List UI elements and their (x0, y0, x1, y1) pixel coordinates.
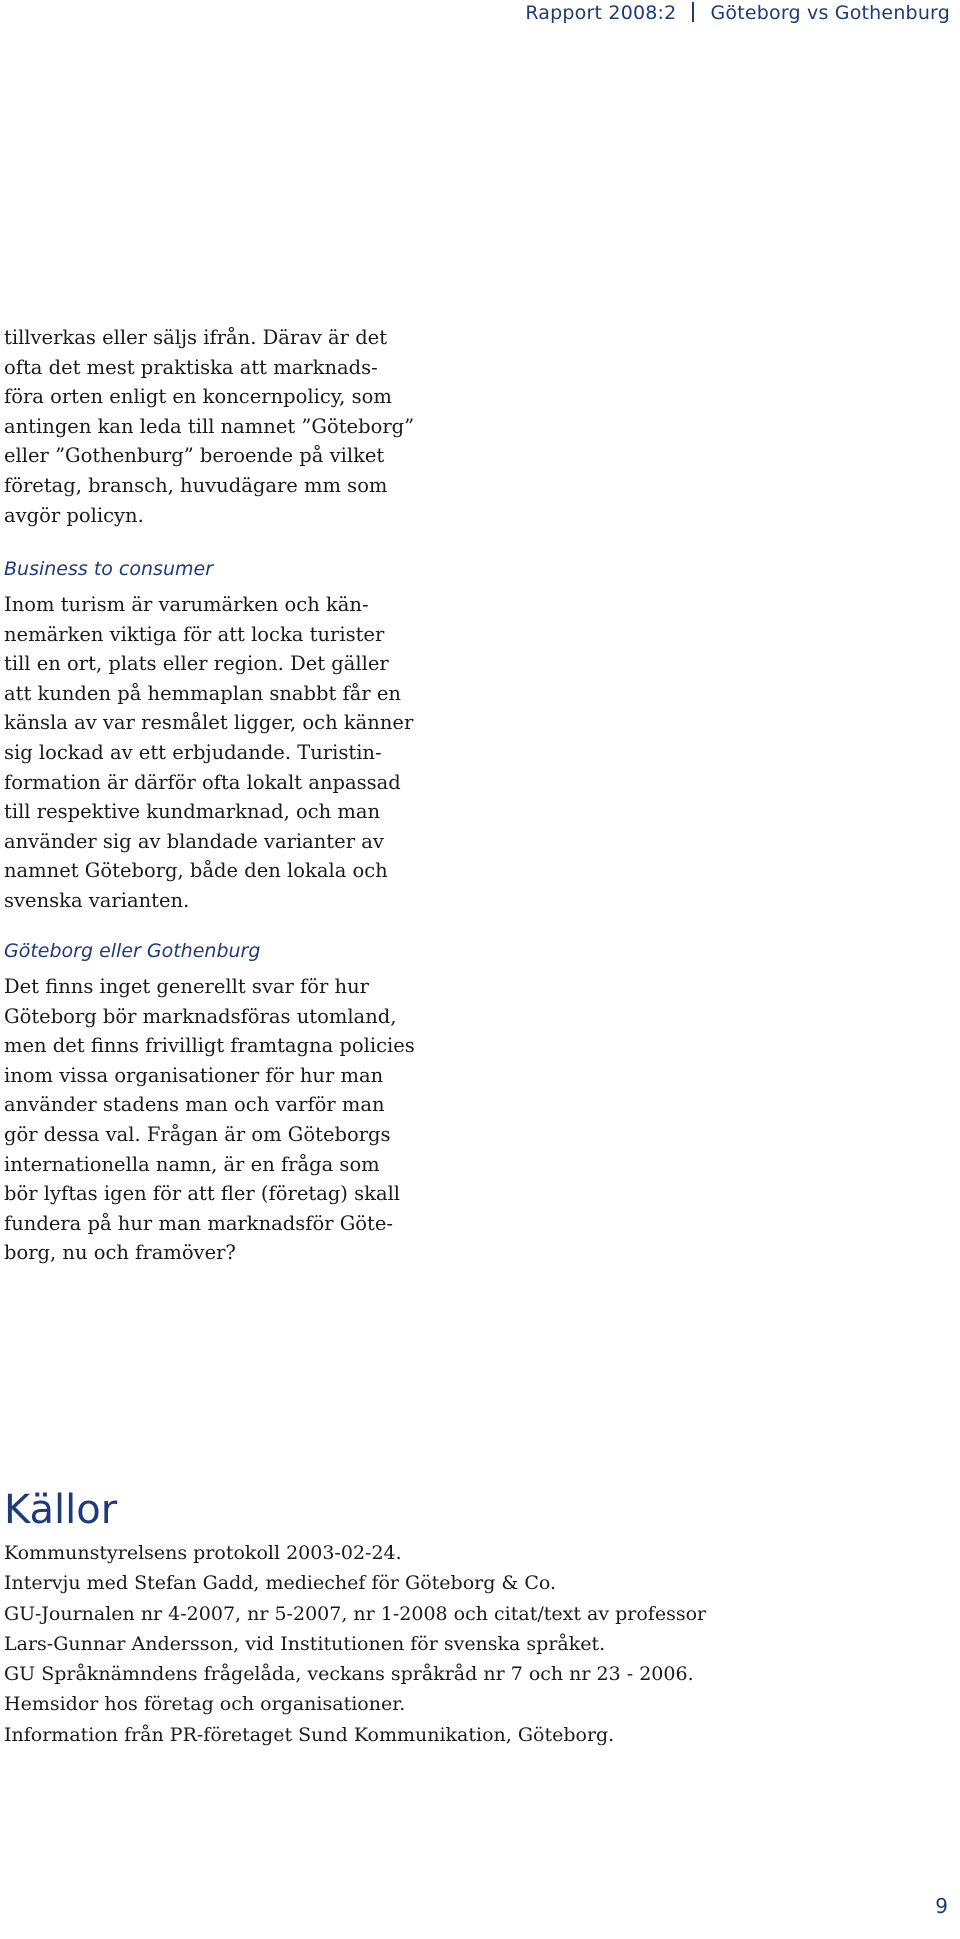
header-separator (692, 2, 694, 22)
text-line: namnet Göteborg, både den lokala och (4, 859, 388, 883)
source-item: Kommunstyrelsens protokoll 2003-02-24. (4, 1542, 402, 1564)
text-line: inom vissa organisationer för hur man (4, 1063, 384, 1087)
report-title: Göteborg vs Gothenburg (710, 2, 950, 24)
source-item: Intervju med Stefan Gadd, mediechef för Göteborg & Co. (4, 1572, 557, 1595)
text-line: ofta det mest praktiska att marknads- (4, 355, 378, 379)
sources-list (4, 1538, 706, 1750)
text-line: internationella namn, är en fråga som (4, 1152, 380, 1176)
source-item: GU-Journalen nr 4-2007, nr 5-2007, nr 1-2008 och citat/text av professor (4, 1602, 707, 1625)
text-line: eller ”Gothenburg” beroende på vilket (4, 444, 385, 468)
text-line: till respektive kundmarknad, och man (4, 800, 381, 824)
running-header (525, 2, 950, 24)
business-paragraph (4, 590, 444, 916)
sources-heading: Källor (4, 1487, 118, 1533)
text-line: men det finns frivilligt framtagna policies (4, 1034, 415, 1058)
source-item: Information från PR-företaget Sund Kommunikation, Göteborg. (4, 1723, 615, 1746)
text-line: borg, nu och framöver? (4, 1241, 236, 1265)
text-line: använder stadens man och varför man (4, 1093, 385, 1117)
report-number: Rapport 2008:2 (525, 2, 677, 24)
text-line: Det finns inget generellt svar för hur (4, 975, 369, 998)
text-line: avgör policyn. (4, 503, 144, 527)
text-line: att kunden på hemmaplan snabbt får en (4, 681, 401, 705)
section-heading-business: Business to consumer (4, 558, 213, 580)
text-line: antingen kan leda till namnet ”Göteborg” (4, 414, 415, 438)
section-heading-goteborg: Göteborg eller Gothenburg (4, 940, 261, 962)
text-line: nemärken viktiga för att locka turister (4, 622, 385, 646)
text-line: till en ort, plats eller region. Det gäller (4, 652, 389, 676)
goteborg-paragraph (4, 972, 444, 1268)
text-line: tillverkas eller säljs ifrån. Därav är det (4, 326, 388, 349)
page-number: 9 (935, 1894, 948, 1918)
text-line: Göteborg bör marknadsföras utomland, (4, 1004, 397, 1028)
text-line: känsla av var resmålet ligger, och känner (4, 711, 414, 735)
text-line: Inom turism är varumärken och kän- (4, 593, 369, 616)
text-line: sig lockad av ett erbjudande. Turistin- (4, 740, 382, 764)
text-line: gör dessa val. Frågan är om Göteborgs (4, 1122, 391, 1146)
text-line: formation är därför ofta lokalt anpassad (4, 770, 401, 794)
text-line: svenska varianten. (4, 888, 190, 912)
text-line: fundera på hur man marknadsför Göte- (4, 1211, 394, 1235)
text-line: använder sig av blandade varianter av (4, 829, 384, 853)
text-line: föra orten enligt en koncernpolicy, som (4, 385, 392, 409)
text-line: bör lyftas igen för att fler (företag) skall (4, 1182, 401, 1206)
source-item: GU Språknämndens frågelåda, veckans språkråd nr 7 och nr 23 - 2006. (4, 1663, 694, 1686)
source-item: Hemsidor hos företag och organisationer. (4, 1693, 406, 1716)
intro-paragraph (4, 323, 444, 530)
text-line: företag, bransch, huvudägare mm som (4, 473, 388, 497)
source-item: Lars-Gunnar Andersson, vid Institutionen för svenska språket. (4, 1632, 606, 1655)
